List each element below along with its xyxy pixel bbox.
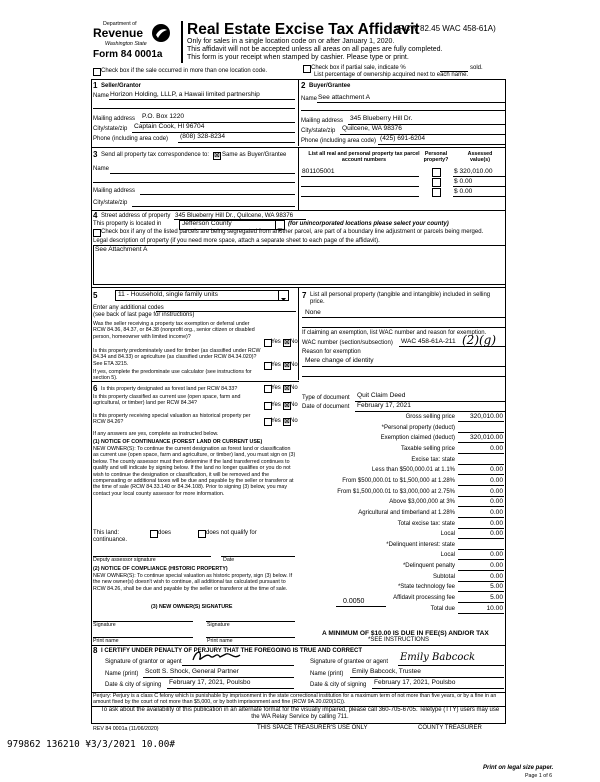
calc-value[interactable]: 0.00 <box>490 466 503 474</box>
same-as-buyer-label: Same as Buyer/Grantee <box>222 152 287 158</box>
minimum-note: A MINIMUM OF $10.00 IS DUE IN FEE(S) AND/OR TAX <box>322 630 489 637</box>
timber-question: Is this property predominately used for timber (as classified under RCW 84.34 and 84.33) or agriculture (as classified under RCW 84.34.020)? See ETA 3215. <box>93 348 261 367</box>
personal-property-value[interactable]: None <box>305 309 321 316</box>
personal-property-2-checkbox[interactable] <box>432 178 441 187</box>
partial-sale-sold: sold. <box>470 65 483 71</box>
see-instructions: *SEE INSTRUCTIONS <box>368 637 430 643</box>
any-yes-note: If any answers are yes, complete as instructed below. <box>93 431 219 437</box>
calc-value[interactable]: 5.00 <box>490 583 503 591</box>
calc-label: Less than $500,000.01 at 1.1% <box>371 467 455 474</box>
perjury-notice: Perjury: Perjury is a class C felony which is punishable by imprisonment in the state correctional institution for a maximum term of not more than five years, or by a fine in an amount fixed by the court of not more than $5,000, or by both imprisonment and fine (RCW 9A.20.020(1C)). <box>93 693 497 706</box>
does-not-qualify-checkbox[interactable] <box>198 530 206 538</box>
additional-codes-sub: (see back of last page for instructions) <box>93 312 195 318</box>
timber-yes-label: Yes <box>271 362 281 368</box>
calc-value[interactable]: 5.00 <box>490 594 503 602</box>
header-note-3: This form is your receipt when stamped by cashier. Please type or print. <box>187 54 409 61</box>
timber-no-label: No <box>290 362 298 368</box>
section-5-number: 5 <box>93 291 98 300</box>
seller-name[interactable]: Horizon Holding, LLLP, a Hawaii limited partnership <box>110 91 260 98</box>
exemption-question: Was the seller receiving a property tax exemption or deferral under RCW 84.36, 84.37, or 84.38 (nonprofit org., senior citizen or disabled person, homeowner with limited income)? <box>93 321 255 340</box>
deputy-date-label: Date <box>223 557 235 563</box>
partial-list-note: List percentage of ownership acquired next to each name. <box>314 72 469 78</box>
calc-label: *Delinquent penalty <box>402 563 455 570</box>
personal-col-header: Personal property? <box>423 151 449 164</box>
doc-date[interactable]: February 17, 2021 <box>357 402 411 409</box>
historic-yes-label: Yes <box>271 418 281 424</box>
calc-label: From $1,500,000.01 to $3,000,000 at 2.75% <box>337 488 455 495</box>
calc-value[interactable]: 0.00 <box>490 487 503 495</box>
assessed-value-1[interactable]: $ 320,010.00 <box>454 168 493 175</box>
calc-value[interactable]: 0.00 <box>490 562 503 570</box>
recording-stamp: 979862 136210 ¥3/3/2021 10.00# <box>7 739 175 750</box>
dept-line1: Department of <box>103 21 137 27</box>
personal-property-label: List all personal property (tangible and intangible) included in selling price. <box>310 292 491 305</box>
treasurer-only-label: THIS SPACE TREASURER'S USE ONLY <box>257 725 368 731</box>
local-rate[interactable]: 0.0050 <box>343 598 365 605</box>
county-value: Jefferson County <box>182 220 232 227</box>
parcel-1[interactable]: 801105001 <box>302 168 335 175</box>
owner-signature-1-label: Signature <box>93 622 116 628</box>
form-number: Form 84 0001a <box>93 49 163 60</box>
section-6-number: 6 <box>93 384 98 393</box>
grantor-name[interactable]: Scott S. Shock, General Partner <box>145 668 239 675</box>
seller-city[interactable]: Captain Cook, HI 96704 <box>134 123 205 130</box>
forest-yes-label: Yes <box>271 385 281 391</box>
grantee-signature[interactable]: Emily Babcock <box>400 652 475 663</box>
grantee-name[interactable]: Emily Babcock, Trustee <box>352 668 421 675</box>
calc-value[interactable]: 320,010.00 <box>469 413 503 420</box>
calc-label: Local <box>440 531 455 538</box>
assessed-value-2[interactable]: $ 0.00 <box>454 178 473 185</box>
calc-label: Excise tax: state <box>411 456 455 463</box>
does-not-label: does not qualify for <box>206 530 257 536</box>
grantor-signature-mark[interactable] <box>190 648 245 669</box>
continuance-label: continuance. <box>93 537 128 543</box>
exemption-reason[interactable]: Mere change of identity <box>305 357 374 364</box>
historic-no-label: No <box>290 418 298 424</box>
calc-value[interactable]: 0.00 <box>490 551 503 559</box>
alt-format-notice: To ask about the availability of this publication in an alternate format for the visually impaired, please call 360-705-6705. Teletype (TTY) users may use the WA Relay Service by calling 711. <box>100 707 500 720</box>
exemption-no-label: No <box>290 339 298 345</box>
located-label: This property is located in <box>93 221 162 227</box>
notice-1-text: NEW OWNER(S): To continue the current designation as forest land or classification as current use (open space, farm and agriculture, or timber) land, you must sign on (3) below. The county assessor must then determine if the land transferred continues to qualify and will indicate by signing below. If the land no longer qualifies or you do not wish to continue the designation or classification, it will be removed and the compensating or additional taxes will be due and payable by the seller or transferor at the time of sale (RCW 84.33.140 or 84.34.108). Prior to signing (3) below, you may contact your local county assessor for more information. <box>93 446 296 497</box>
county-dropdown-arrow-icon[interactable] <box>275 221 284 229</box>
calc-label: Gross selling price <box>405 414 455 420</box>
owner-signature-2-label: Signature <box>207 622 230 628</box>
calc-label: Total due <box>430 605 455 612</box>
personal-property-1-checkbox[interactable] <box>432 168 441 177</box>
forest-question: Is this property designated as forest land per RCW 84.33? <box>101 386 238 392</box>
calc-label: Affidavit processing fee <box>393 595 455 602</box>
calc-value[interactable]: 0.00 <box>490 572 503 580</box>
grantee-sig-label: Signature of grantee or agent <box>310 659 389 665</box>
revenue-logo-mark-icon <box>151 23 171 48</box>
reason-label: Reason for exemption <box>302 349 361 355</box>
buyer-phone[interactable]: (425) 691-6204 <box>380 135 426 142</box>
grantor-date-label: Date & city of signing <box>105 682 162 688</box>
personal-property-3-checkbox[interactable] <box>432 188 441 197</box>
correspondence-label: Send all property tax correspondence to: <box>101 152 210 158</box>
dept-brand: Revenue <box>93 26 144 40</box>
forest-no-label: No <box>290 385 298 391</box>
header-note-1: Only for sales in a single location code on or after January 1, 2020. <box>187 38 395 45</box>
partial-sale-label: Check box if partial sale, indicate % <box>311 65 406 71</box>
new-owner-sig-title: (3) NEW OWNER(S) SIGNATURE <box>151 604 233 610</box>
calc-label: Taxable selling price <box>400 445 455 452</box>
grantee-name-label: Name (print) <box>310 671 344 677</box>
calc-value[interactable]: 0.00 <box>490 519 503 527</box>
section-7-number: 7 <box>302 291 307 300</box>
notice-2-text: NEW OWNER(S): To continue special valuation as historic property, sign (3) below. If the new owner(s) doesn't wish to continue, all additional tax calculated pursuant to RCW 84.26, shall be due and payable by the seller or transferor at the time of sale. <box>93 573 293 592</box>
s3-name-label: Name <box>93 166 110 172</box>
doc-type[interactable]: Quit Claim Deed <box>357 392 406 399</box>
calc-value[interactable]: 0.00 <box>490 444 503 452</box>
wac-label: WAC number (section/subsection) <box>302 340 393 346</box>
use-code-dropdown-arrow-icon[interactable] <box>278 291 288 300</box>
header-note-2: This affidavit will not be accepted unless all areas on all pages are fully completed. <box>187 46 443 53</box>
calc-label: Total excise tax: state <box>397 520 455 527</box>
open-space-yes-label: Yes <box>271 402 281 408</box>
buyer-heading: Buyer/Grantee <box>309 83 351 89</box>
seller-name-label: Name <box>93 93 110 99</box>
multi-location-checkbox[interactable] <box>93 68 101 76</box>
grantee-date-label: Date & city of signing <box>310 682 367 688</box>
additional-codes-label: Enter any additional codes <box>93 305 164 311</box>
form-title: Real Estate Excise Tax Affidavit <box>187 21 420 38</box>
legal-description: See Attachment A <box>95 246 148 253</box>
calc-label: Exemption claimed (deduct) <box>380 435 455 442</box>
seller-phone[interactable]: (808) 328-8234 <box>180 133 226 140</box>
page-number: Page 1 of 6 <box>525 773 553 779</box>
legal-desc-label: Legal description of property (if you need more space, attach a separate sheet to each page of the affidavit). <box>93 238 380 244</box>
timber-note: If yes, complete the predominate use calculator (see instructions for section 5). <box>93 369 252 382</box>
section-4-number: 4 <box>93 211 98 220</box>
same-as-buyer-checkbox[interactable]: ☒ <box>214 153 220 159</box>
open-space-no-checkbox[interactable]: ☒ <box>284 403 290 409</box>
calc-label: *Personal property (deduct) <box>381 424 455 431</box>
timber-no-checkbox[interactable]: ☒ <box>284 363 290 369</box>
calc-label: *Delinquent interest: state <box>386 541 455 548</box>
seller-mail[interactable]: P.O. Box 1220 <box>142 113 185 120</box>
form-statute: (RCW 82.45 WAC 458-61A) <box>396 24 496 33</box>
buyer-mail[interactable]: 345 Blueberry Hill Dr. <box>350 115 413 122</box>
section-3-number: 3 <box>93 150 98 159</box>
forest-no-checkbox[interactable]: ☒ <box>284 386 290 392</box>
wac-handwritten: (2)(g) <box>462 333 497 347</box>
buyer-city[interactable]: Quilcene, WA 98376 <box>342 125 402 132</box>
segregated-label: Check box if any of the listed parcels are being segregated from another parcel, are part of a boundary line adjustment or parcels being merged. <box>101 229 484 235</box>
historic-question: Is this property receiving special valuation as historical property per RCW 84.26? <box>93 413 251 426</box>
grantee-date-city[interactable]: February 17, 2021, Poulsbo <box>374 679 456 686</box>
owner-print-name-1-label: Print name <box>93 638 119 644</box>
multi-location-label: Check box if the sale occurred in more than one location code. <box>101 68 268 74</box>
grantor-sig-label: Signature of grantor or agent <box>105 659 182 665</box>
calc-value[interactable]: 320,010.00 <box>469 434 503 442</box>
revenue-logo <box>93 21 179 69</box>
buyer-city-label: City/state/zip <box>301 128 336 134</box>
exemption-claim-label: If claiming an exemption, list WAC number and reason for exemption. <box>302 330 487 336</box>
open-space-question: Is this property classified as current use (open space, farm and agricultural, or timber) land per RCW 84.34? <box>93 394 241 407</box>
calc-label: Subtotal <box>432 573 455 580</box>
calc-value[interactable]: 0.00 <box>490 476 503 484</box>
open-space-no-label: No <box>290 402 298 408</box>
historic-no-checkbox[interactable]: ☒ <box>284 419 290 425</box>
buyer-name-label: Name <box>301 96 318 102</box>
s3-mail-label: Mailing address <box>93 188 136 194</box>
notice-1-title: (1) NOTICE OF CONTINUANCE (FOREST LAND OR CURRENT USE) <box>93 439 263 445</box>
legal-size-note: Print on legal size paper. <box>483 765 554 771</box>
county-treasurer-label: COUNTY TREASURER <box>418 725 482 731</box>
section-2-number: 2 <box>301 81 306 90</box>
grantor-name-label: Name (print) <box>105 671 139 677</box>
street-label: Street address of property <box>101 213 171 219</box>
wac-number[interactable]: WAC 458-61A-211 <box>401 338 456 345</box>
doc-type-label: Type of document <box>302 395 350 401</box>
notice-2-title: (2) NOTICE OF COMPLIANCE (HISTORIC PROPERTY) <box>93 566 228 572</box>
seller-mail-label: Mailing address <box>93 116 136 122</box>
buyer-mail-label: Mailing address <box>301 118 344 124</box>
calc-label: Agricultural and timberland at 1.28% <box>358 509 455 516</box>
calc-value[interactable]: 10.00 <box>486 604 503 612</box>
buyer-name[interactable]: See attachment A <box>318 94 371 101</box>
street-address[interactable]: 345 Blueberry Hill Dr., Quilcene, WA 98376 <box>175 212 294 219</box>
seller-heading: Seller/Grantor <box>101 83 142 89</box>
assessed-col-header: Assessed value(s) <box>467 151 493 164</box>
s3-city-label: City/state/zip <box>93 200 128 206</box>
calc-value[interactable]: 0.00 <box>490 508 503 516</box>
dept-line3: Washington State <box>105 41 147 47</box>
this-land-label: This land: <box>93 530 120 536</box>
segregated-checkbox[interactable] <box>93 229 101 237</box>
calc-value[interactable]: 0.00 <box>490 530 503 538</box>
calc-label: *State technology fee <box>397 584 455 591</box>
revision-label: REV 84 0001a (11/06/2020) <box>93 726 159 732</box>
use-code-select[interactable] <box>115 290 289 301</box>
parcel-col-header: List all real and personal property tax parcel account numbers <box>308 151 420 164</box>
unincorporated-note: (for unincorporated locations please select your county) <box>288 221 449 227</box>
grantor-date-city[interactable]: February 17, 2021, Poulsbo <box>169 679 251 686</box>
section-8-number: 8 <box>93 646 98 655</box>
exemption-yes-label: Yes <box>271 339 281 345</box>
doc-date-label: Date of document <box>302 404 350 410</box>
legal-description-box[interactable] <box>93 245 506 285</box>
does-qualify-checkbox[interactable] <box>150 530 158 538</box>
buyer-phone-label: Phone (including area code) <box>301 138 377 144</box>
deputy-sig-label: Deputy assessor signature <box>93 557 156 563</box>
calc-label: From $500,000.01 to $1,500,000 at 1.28% <box>342 477 455 484</box>
calc-label: Local <box>440 552 455 559</box>
owner-print-name-2-label: Print name <box>207 638 233 644</box>
seller-city-label: City/state/zip <box>93 126 128 132</box>
partial-sale-checkbox[interactable] <box>303 65 311 73</box>
certify-statement: I CERTIFY UNDER PENALTY OF PERJURY THAT THE FOREGOING IS TRUE AND CORRECT <box>101 648 363 654</box>
section-1-number: 1 <box>93 81 98 90</box>
exemption-no-checkbox[interactable]: ☒ <box>284 340 290 346</box>
seller-phone-label: Phone (including area code) <box>93 136 169 142</box>
assessed-value-3[interactable]: $ 0.00 <box>454 188 473 195</box>
use-code-value: 11 - Household, single family units <box>118 291 218 298</box>
does-label: does <box>158 530 172 536</box>
calc-value[interactable]: 0.00 <box>490 498 503 506</box>
calc-label: Above $3,000,000 at 3% <box>389 499 455 506</box>
